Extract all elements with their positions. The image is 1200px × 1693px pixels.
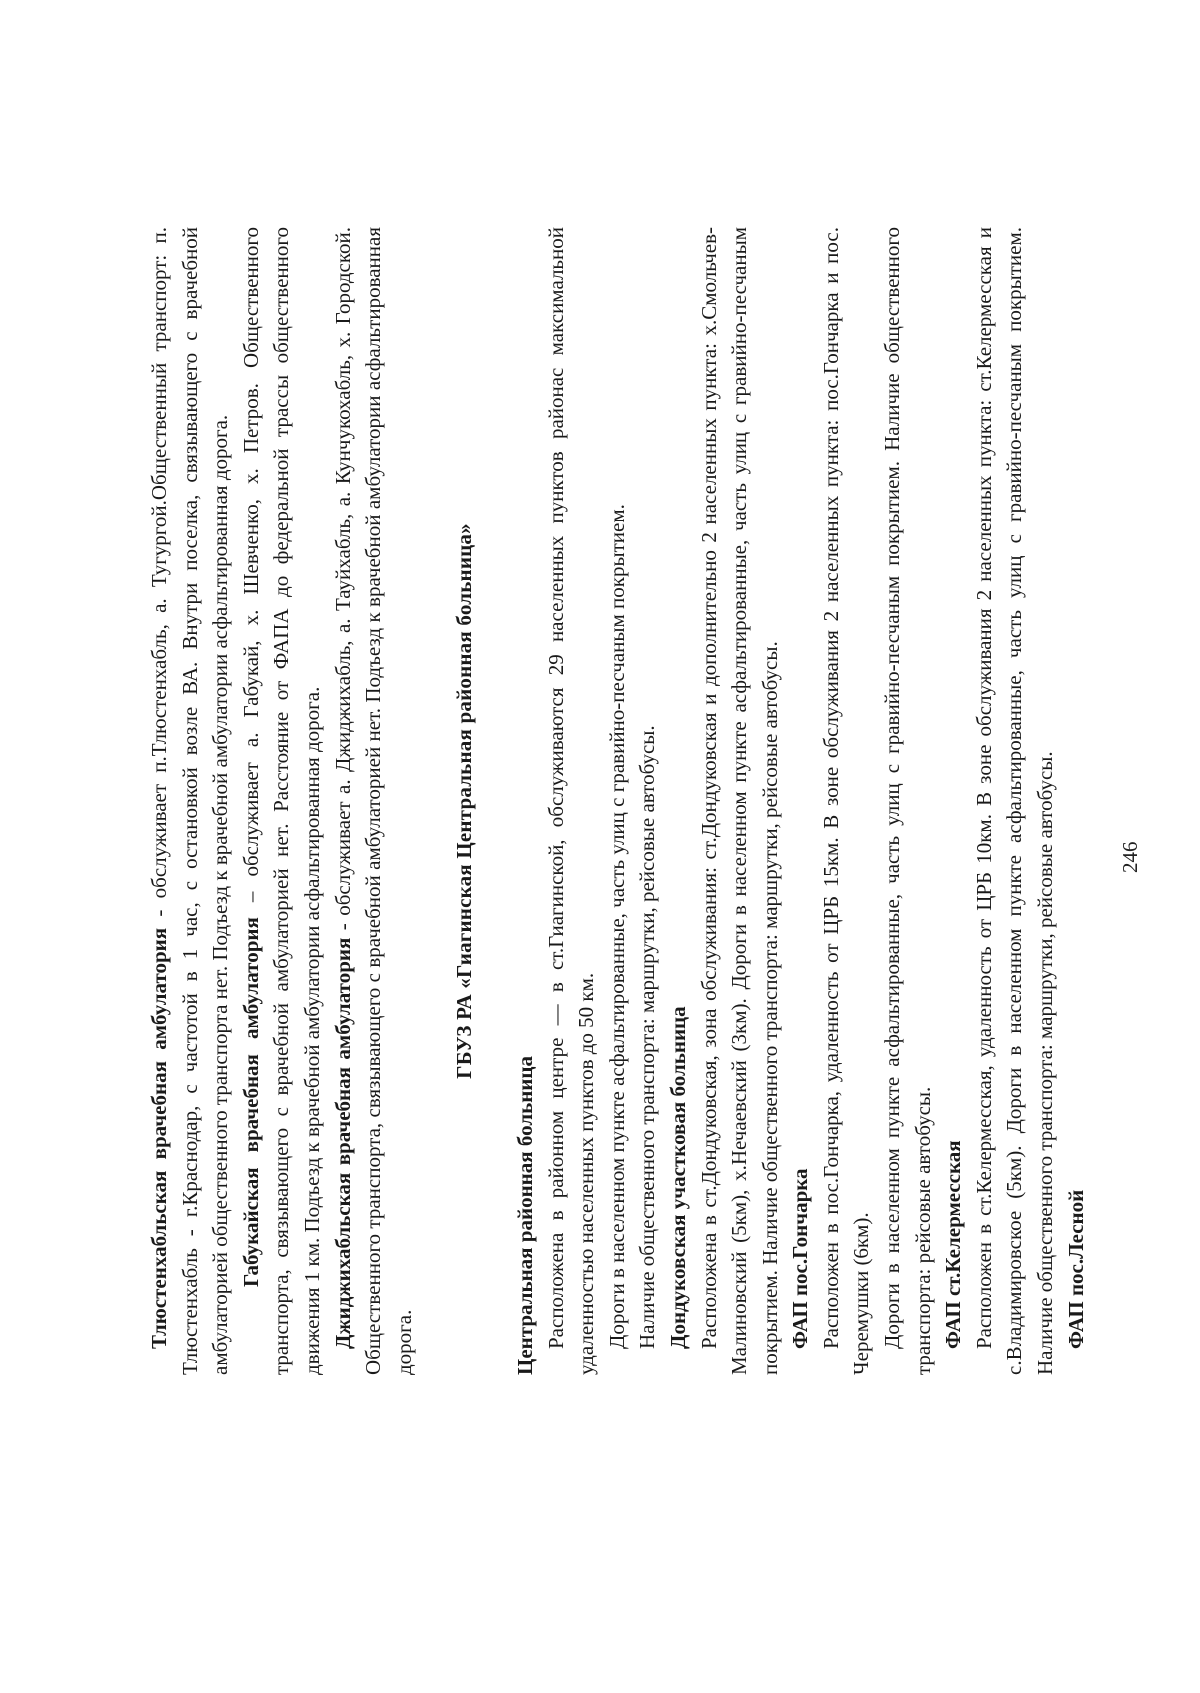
document-body: [144, 227, 1091, 1375]
paragraph-dondukovskaya: Расположена в ст.Дондуковская, зона обслуживания: ст.Дондуковская и дополнительно 2 населенных пункта: х.Смольчев-Малиновский (5км), х.Нечаевский (3км). Дороги в населенном пункте асфальтированные, часть улиц с гравийно-песчаным покрытием. Наличие общественного транспорта: маршрутки, рейсовые автобусы.: [696, 227, 782, 1375]
paragraph-dzhidzhikhabl: [328, 227, 420, 1375]
paragraph-crb-2: Дороги в населенном пункте асфальтированные, часть улиц с гравийно-песчаным покрытием.: [604, 504, 629, 1349]
title-dzhidzhikhabl: Джиджихабльская врачебная амбулатория: [330, 937, 355, 1349]
subheading-fap-kelermesskaya: ФАП ст.Келермесская: [941, 1140, 966, 1349]
text-dzhidzhikhabl: - обслуживает а. Джиджихабль, а. Тауйхабль, а. Кунчукохабль, х. Городской. Общественного транспорта, связывающего с врачебной амбулаторией нет. Подъезд к врачебной амбулатории асфальтированная дорога.: [330, 227, 416, 1375]
paragraph-fap-kelermesskaya: Расположен в ст.Келермесская, удаленность от ЦРБ 10км. В зоне обслуживания 2 населенных пункта: ст.Келермесская и с.Владимировское (5км). Дороги в населенном пункте асфальтированные, часть улиц с гравийно-песчаным покрытием. Наличие общественного транспорта: маршрутки, рейсовые автобусы.: [971, 227, 1058, 1375]
title-tlustenkhabl: Тлюстенхабльская врачебная амбулатория: [147, 927, 171, 1349]
subheading-fap-lesnoy: ФАП пос.Лесной: [1063, 1189, 1088, 1349]
paragraph-fap-goncharka-1: Расположен в пос.Гончарка, удаленность от ЦРБ 15км. В зоне обслуживания 2 населенных пункта: пос.Гончарка и пос. Черемушки (6км).: [818, 227, 874, 1375]
title-gabukay: Габукайская врачебная амбулатория: [238, 917, 263, 1287]
paragraph-crb-3: Наличие общественного транспорта: маршрутки, рейсовые автобусы.: [635, 725, 660, 1349]
subheading-crb: Центральная районная больница: [512, 1055, 537, 1375]
section-heading: ГБУЗ РА «Гиагинская Центральная районная больница»: [452, 523, 477, 1079]
subheading-fap-goncharka: ФАП пос.Гончарка: [788, 1168, 813, 1349]
subheading-dondukovskaya: Дондуковская участковая больница: [665, 1006, 690, 1349]
paragraph-fap-goncharka-2: Дороги в населенном пункте асфальтированные, часть улиц с гравийно-песчаным покрытием. Наличие общественного транспорта: рейсовые автобусы.: [880, 227, 935, 1375]
spacer: [480, 227, 510, 1375]
paragraph-tlustenkhabl: [144, 227, 236, 1375]
paragraph-gabukay: [236, 227, 328, 1375]
text-gabukay: – обслуживает а. Габукай, х. Шевченко, х. Петров. Общественного транспорта, связывающего с врачебной амбулаторией нет. Расстояние от ФАПА до федеральной трассы общественного движения 1 км. Подъезд к врачебной амбулатории асфальтированная дорога.: [238, 227, 324, 1375]
text-tlustenkhabl: - обслуживает п.Тлюстенхабль, а. Тугургой.Общественный транспорт: п. Тлюстенхабль - г.Краснодар, с частотой в 1 час, с остановкой возле ВА. Внутри поселка, связывающего с врачебной амбулаторией общественного транспорта нет. Подъезд к врачебной амбулатории асфальтированная дорога.: [147, 227, 233, 1375]
paragraph-crb-1: Расположена в районном центре — в ст.Гиагинской, обслуживаются 29 населенных пунктов районас максимальной удаленностью населенных пунктов до 50 км.: [543, 227, 599, 1375]
page-number: 246: [1118, 841, 1142, 873]
